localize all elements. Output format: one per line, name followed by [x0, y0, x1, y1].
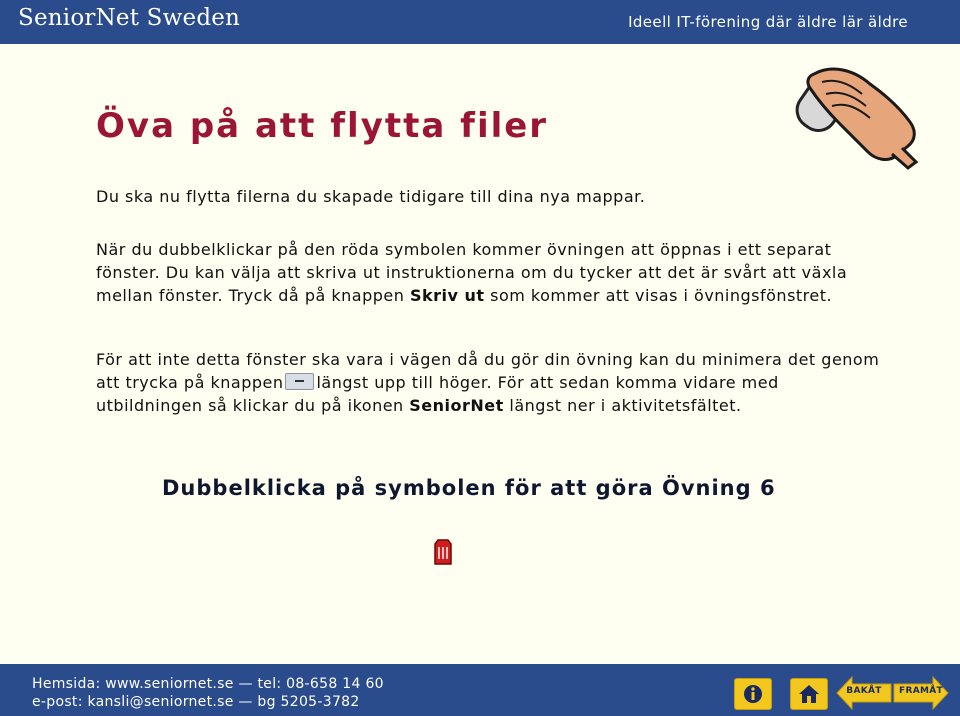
info-icon — [742, 683, 764, 705]
info-button[interactable] — [734, 678, 772, 710]
home-button[interactable] — [790, 678, 828, 710]
hand-mouse-icon — [792, 60, 922, 176]
minimize-text-a: För att inte detta fönster ska vara i vägen då du gör din övning kan du minimera det genom att trycka på knappen — [96, 350, 880, 392]
tagline: Ideell IT-förening där äldre lär äldre — [628, 13, 908, 31]
instruction-paragraph — [96, 238, 886, 307]
exercise-icon[interactable] — [432, 538, 454, 566]
minimize-text-c: längst ner i aktivitetsfältet. — [503, 396, 742, 415]
footer-bar — [0, 664, 960, 716]
footer-homepage-line: Hemsida: www.seniornet.se — tel: 08-658 14 60 — [32, 676, 384, 692]
footer-email-line: e-post: kansli@seniornet.se — bg 5205-3782 — [32, 694, 360, 710]
minimize-paragraph — [96, 348, 886, 417]
instruction-text-b: som kommer att visas i övningsfönstret. — [484, 286, 833, 305]
instruction-text-a: När du dubbelklickar på den röda symbolen kommer övningen att öppnas i ett separat fönster. Du kan välja att skriva ut instruktionerna om du tycker att det är svårt att växla mellan fönster. Tryck då på knappen — [96, 240, 848, 305]
back-label: BAKÅT — [846, 686, 882, 696]
call-to-action: Dubbelklicka på symbolen för att göra Övning 6 — [162, 476, 776, 500]
seniornet-name: SeniorNet — [409, 396, 504, 415]
home-icon — [797, 683, 821, 705]
print-button-name: Skriv ut — [409, 286, 485, 305]
intro-paragraph: Du ska nu flytta filerna du skapade tidigare till dina nya mappar. — [96, 187, 646, 206]
slide-content — [0, 44, 960, 664]
forward-label: FRAMÅT — [899, 686, 943, 696]
minimize-icon — [285, 373, 314, 390]
forward-button[interactable] — [893, 676, 949, 710]
minimize-text-b: längst upp till höger. För att sedan komma vidare med utbildningen så klickar du på ikonen — [96, 373, 779, 415]
back-button[interactable] — [836, 676, 892, 710]
brand-title: SeniorNet Sweden — [18, 5, 241, 31]
header-bar — [0, 0, 960, 44]
page-title: Öva på att flytta filer — [96, 106, 549, 146]
